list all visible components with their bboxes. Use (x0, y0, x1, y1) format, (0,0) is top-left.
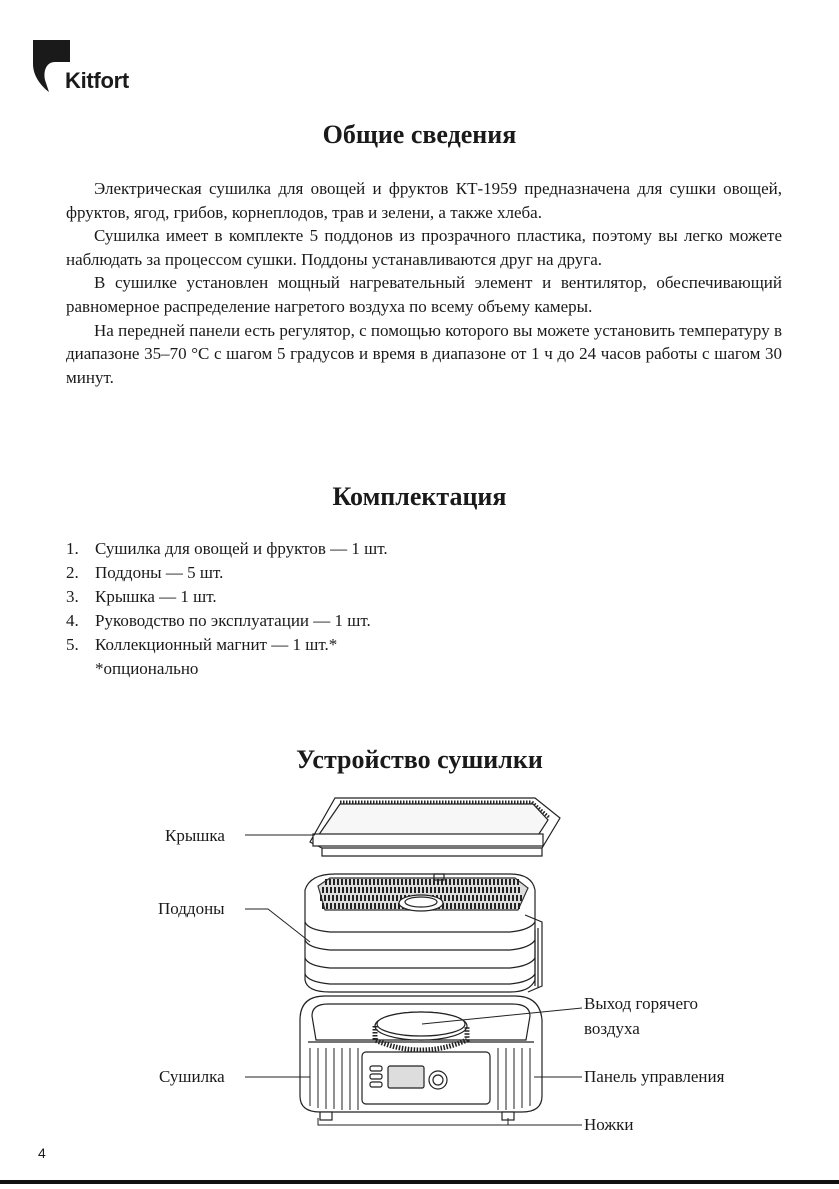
item-text: Крышка — 1 шт. (95, 587, 217, 606)
label-hot-air-line1: Выход горячего (584, 994, 699, 1013)
list-item (66, 633, 388, 657)
label-lid: Крышка (165, 826, 225, 845)
paragraph: Сушилка имеет в комплекте 5 поддонов из прозрачного пластика, поэтому вы легко можете наблюдать за процессом сушки. Поддоны устанавливаются друг на друга. (66, 226, 782, 269)
brand-logo (33, 40, 153, 94)
optional-note: *опционально (95, 659, 199, 678)
item-text: Поддоны — 5 шт. (95, 563, 224, 582)
page-number: 4 (38, 1145, 46, 1161)
section-title-general: Общие сведения (322, 120, 517, 149)
item-number: 2. (66, 563, 79, 582)
paragraph: Электрическая сушилка для овощей и фруктов КТ-1959 предназначена для сушки овощей, фруктов, ягод, грибов, корнеплодов, трав и зелени, а также хлеба. (66, 179, 782, 222)
list-item (66, 585, 388, 609)
item-text: Руководство по эксплуатации — 1 шт. (95, 611, 371, 630)
label-control-panel: Панель управления (584, 1067, 725, 1086)
leader-feet (318, 1118, 582, 1125)
label-hot-air-line2: воздуха (584, 1019, 640, 1038)
item-text: Коллекционный магнит — 1 шт.* (95, 635, 338, 654)
list-item (66, 561, 388, 585)
section-title-package: Комплектация (332, 482, 507, 511)
paragraph: В сушилке установлен мощный нагревательный элемент и вентилятор, обеспечивающий равномерное распределение нагретого воздуха по всему объему камеры. (66, 273, 782, 316)
general-info-text (66, 177, 782, 389)
dryer-diagram (150, 790, 770, 1140)
lid-drawing (310, 798, 560, 856)
dryer-base-drawing (300, 996, 542, 1120)
trays-drawing (305, 874, 542, 992)
label-feet: Ножки (584, 1115, 634, 1134)
item-number: 5. (66, 635, 79, 654)
leader-trays (245, 909, 310, 942)
brand-name: Kitfort (65, 68, 129, 93)
list-item (66, 609, 388, 633)
bottom-rule (0, 1180, 839, 1184)
item-text: Сушилка для овощей и фруктов — 1 шт. (95, 539, 388, 558)
item-number: 1. (66, 539, 79, 558)
label-dryer: Сушилка (159, 1067, 225, 1086)
item-number: 3. (66, 587, 79, 606)
package-list (66, 537, 388, 681)
list-item (66, 537, 388, 561)
label-trays: Поддоны (158, 899, 225, 918)
item-number: 4. (66, 611, 79, 630)
paragraph: На передней панели есть регулятор, с помощью которого вы можете установить температуру в диапазоне 35–70 °С с шагом 5 градусов и время в диапазоне от 1 ч до 24 часов работы с шагом 30 минут. (66, 320, 782, 387)
section-title-device: Устройство сушилки (296, 745, 543, 774)
